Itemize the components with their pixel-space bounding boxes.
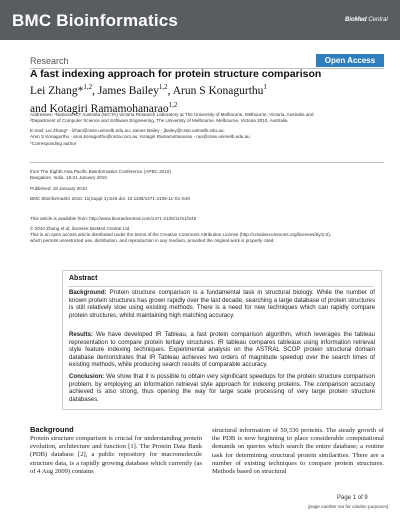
- email-line-1: E-mail: Lei Zhang* - lzhan@csse.unimelb.edu.au; James Bailey - jbailey@csse.unimelb.edu.au;: [30, 128, 225, 133]
- abstract-results: [69, 331, 375, 369]
- author-emails: [30, 128, 384, 147]
- author-3: , Arun S Konagurthu: [167, 84, 264, 97]
- abstract-background-label: Background:: [69, 289, 107, 296]
- body-column-left: Protein structure comparison is crucial for understanding protein evolution, architecture and function [1]. The Protein Data Bank (PDB) database [2], a public repository for macromolecule structure data, is a rapidly growing database which currently (as of 4 Aug 2009) contains: [30, 435, 202, 475]
- license-line-1: This is an open access article distributed under the terms of the Creative Commons Attribution License (http://creativecommons.org/licenses/by/2.0),: [30, 232, 332, 237]
- abstract-results-text: We have developed IR Tableau, a fast protein comparison algorithm, which leverages the tableau representation to compare protein tertiary structures. IR tableau compares tableaux using information retrieval style feature indexing techniques. Experimental analysis on the ASTRAL SCOP protein structural domain database demonstrates that IR Tableau achieves two orders of magnitude speedup over the search times of existing methods, while producing search results of comparable accuracy.: [69, 331, 375, 369]
- address-line-2: ²Department of Computer Science and Software Engineering, The University of Melbourne, Melbourne, Victoria 3010, Australia: [30, 118, 288, 124]
- author-4: and Kotagiri Ramamohanarao: [30, 102, 169, 115]
- body-column-right: structural information of 59,330 proteins. The steady growth of the PDB is now beginning to place considerable computational demands on queries which search the entire database; a routine task for determining structural protein similarities. There are a number of existing techniques to compare protein structures. Methods based on structural: [212, 427, 384, 476]
- conference-line-2: Bangalore, India. 18-21 January 2010: [30, 175, 107, 181]
- author-1-affil: 1,2: [83, 83, 93, 91]
- conference-info: [30, 169, 384, 182]
- author-1: Lei Zhang*: [30, 84, 84, 97]
- open-access-badge: Open Access: [316, 54, 384, 67]
- abstract-divider: [68, 286, 374, 287]
- abstract-conclusion: [69, 373, 375, 403]
- author-addresses: [30, 112, 384, 125]
- journal-name: BMC Bioinformatics: [12, 11, 179, 30]
- abstract-conclusion-label: Conclusion:: [69, 373, 105, 380]
- author-2: , James Bailey: [92, 84, 159, 97]
- article-title: A fast indexing approach for protein structure comparison: [30, 68, 322, 80]
- citation-details: 2010, 11(Suppl 1):S46 doi: 10.1186/1471-2105-11-S1-S46: [70, 196, 190, 201]
- section-heading-background: Background: [30, 425, 74, 434]
- publisher-logo-main: BioMed: [345, 17, 367, 23]
- published-date: Published: 18 January 2010: [30, 186, 87, 191]
- author-4-affil: 1,2: [168, 100, 178, 109]
- abstract-heading: Abstract: [69, 275, 98, 282]
- corresponding-author: *Corresponding author: [30, 140, 77, 146]
- author-2-affil: 1,2: [158, 83, 168, 91]
- email-line-2: Arun S Konagurthu - arun.konagurthu@nicta.com.au; Kotagiri Ramamohanarao - rao@csse.unimelb.edu.au: [30, 134, 250, 140]
- license-text: [30, 232, 384, 245]
- page-number: Page 1 of 9: [337, 495, 368, 501]
- abstract-background-text: Protein structure comparison is a fundamental task in structural biology. While the number of known protein structures has grown rapidly over the last decade, searching a large database of protein structures is still relatively slow using existing methods. There is a need for new techniques which can rapidly compare protein structures, whilst maintaining high matching accuracy.: [69, 289, 375, 319]
- license-line-2: which permits unrestricted use, distribution, and reproduction in any medium, provided the original work is properly cited.: [30, 238, 275, 244]
- abstract-background: [69, 289, 375, 319]
- publisher-logo: [345, 17, 388, 23]
- copyright: © 2010 Zhang et al; licensee BioMed Central Ltd.: [30, 226, 131, 231]
- abstract-box: [62, 270, 382, 410]
- page-number-note: (page number not for citation purposes): [308, 504, 389, 509]
- conference-line-1: from The Eighth Asia Pacific Bioinformatics Conference (APBC 2010): [30, 169, 171, 174]
- article-section: Research: [30, 56, 69, 66]
- abstract-conclusion-text: We show that it is possible to obtain very significant speedups for the protein structure comparison problem, by employing an information retrieval style approach for indexing proteins. The comparison accuracy achieved is also strong, thus opening the way for large scale processing of very large protein structure databases.: [69, 373, 375, 403]
- publisher-logo-sub: Central: [368, 17, 388, 23]
- article-url[interactable]: This article is available from: http://www.biomedcentral.com/1471-2105/11/S1/S46: [30, 216, 197, 221]
- address-line-1: Addresses: ¹National ICT Australia (NICTA) Victoria Research Laboratory at The University of Melbourne, Melbourne, Victoria, Australia and: [30, 112, 314, 117]
- citation: [30, 196, 384, 202]
- author-3-affil: 1: [263, 83, 267, 91]
- citation-journal: BMC Bioinformatics: [30, 196, 71, 201]
- meta-divider: [30, 162, 384, 163]
- author-list: [30, 80, 384, 116]
- abstract-results-label: Results:: [69, 331, 94, 338]
